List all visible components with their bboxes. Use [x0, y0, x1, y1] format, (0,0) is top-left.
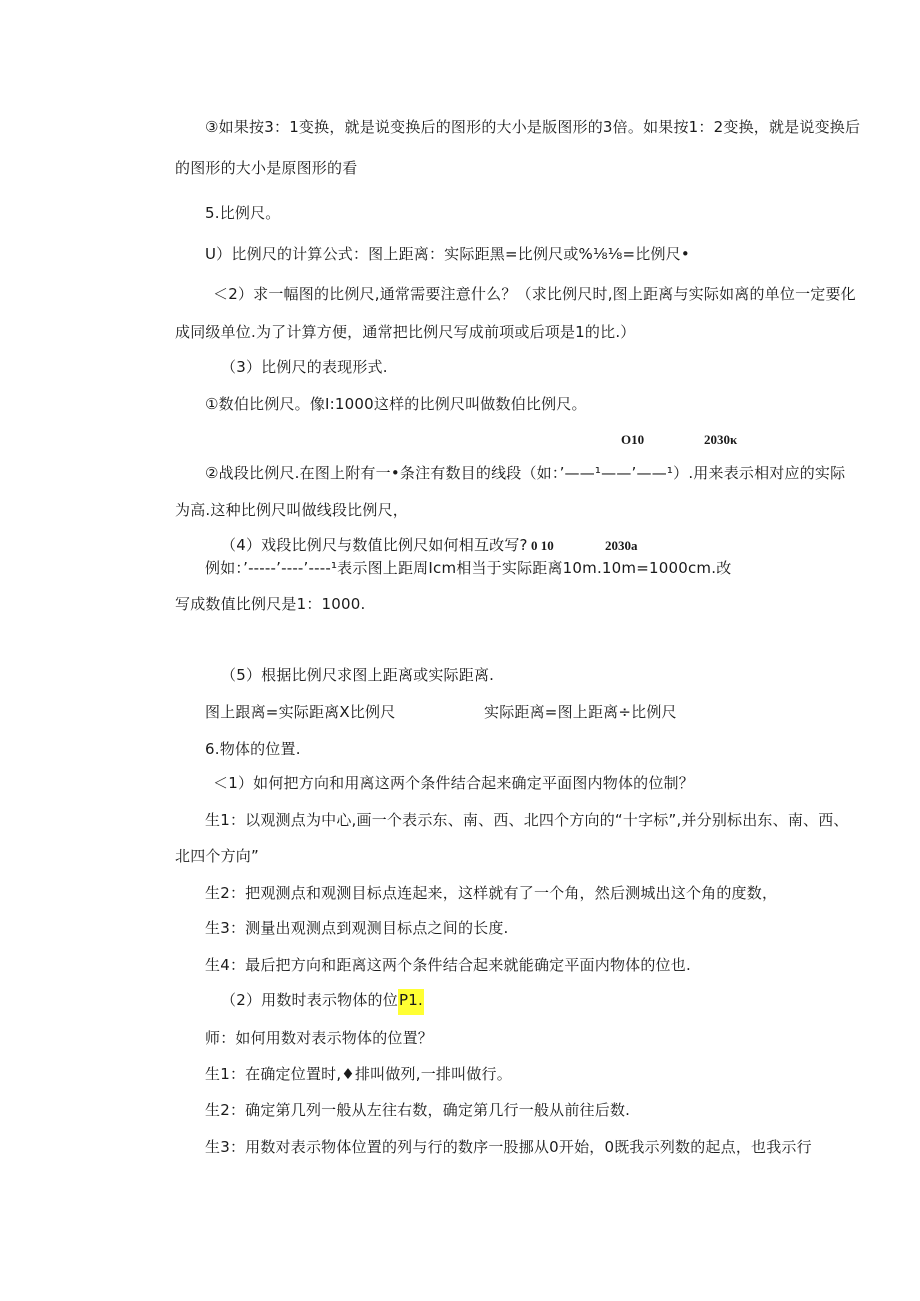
- subheading-scale-forms: （3）比例尺的表现形式.: [221, 358, 388, 376]
- scale-formula: U）比例尺的计算公式：图上距离：实际距黑=比例尺或%⅛⅛=比例尺•: [205, 245, 690, 263]
- teacher-question: 师：如何用数对表示物体的位置？: [205, 1029, 434, 1047]
- para-scale-notes: ＜2）求一幅图的比例尺,通常需要注意什么？（求比例尺时,图上距离与实际如离的单位一定要化: [213, 285, 856, 303]
- subheading-number-pair: [221, 990, 424, 1010]
- subheading-find-distance: （5）根据比例尺求图上距离或实际距离.: [221, 666, 495, 684]
- student-2-answer: 生2：把观测点和观测目标点连起来，这样就有了一个角，然后测城出这个角的度数，: [205, 884, 778, 902]
- student-4-answer: 生4：最后把方向和距离这两个条件结合起来就能确定平面内物体的位也.: [205, 956, 691, 974]
- para-transform-ratio: ③如果按3：1变换，就是说变换后的图形的大小是版图形的3倍。如果按1：2变换，就是说变换后: [205, 118, 861, 136]
- scale-label-010b: 0 10: [531, 538, 554, 553]
- scale-label-2030: 2030κ: [704, 432, 738, 447]
- line-scale-desc: ②战段比例尺.在图上附有一•条注有数目的线段（如：’——¹——’——¹）.用来表示相对应的实际: [205, 464, 846, 482]
- formula-map-distance: 图上跟离=实际距离X比例尺: [205, 703, 396, 721]
- student-1-answer-cont: 北四个方向”: [175, 847, 259, 865]
- para-transform-ratio-cont: 的图形的大小是原图形的看: [175, 159, 358, 177]
- section-heading-position: 6.物体的位置.: [205, 740, 301, 758]
- student-3-number-pair: 生3：用数对表示物体位置的列与行的数序一股挪从0开始，0既我示列数的起点，也我示行: [205, 1138, 812, 1156]
- subheading-number-pair-text: （2）用数时表示物体的位: [221, 991, 398, 1009]
- scale-label-010: O10: [621, 432, 645, 447]
- formula-actual-distance: 实际距离=图上距离÷比例尺: [484, 703, 677, 721]
- line-scale-desc-cont: 为高.这种比例尺叫做线段比例尺，: [175, 501, 408, 519]
- example-line-cont: 写成数值比例尺是1：1000.: [175, 595, 366, 613]
- student-2-number-pair: 生2：确定第几列一般从左往右数，确定第几行一般从前往后数.: [205, 1101, 631, 1119]
- para-scale-notes-cont: 成同级单位.为了计算方便，通常把比例尺写成前项或后项是1的比.）: [175, 323, 636, 341]
- example-line: 例如：’-----’----’----¹表示图上距周Icm相当于实际距离10m.10m=1000cm.改: [205, 559, 732, 577]
- numeric-scale-desc: ①数伯比例尺。像I:1000这样的比例尺叫做数伯比例尺。: [205, 395, 587, 413]
- section-heading-scale: 5.比例尺。: [205, 204, 281, 222]
- student-3-answer: 生3：测量出观测点到观测目标点之间的长度.: [205, 919, 509, 937]
- student-1-answer: 生1：以观测点为中心,画一个表示东、南、西、北四个方向的“十字标”,并分别标出东、南、西、: [205, 811, 849, 829]
- scale-label-2030b: 2030a: [605, 538, 638, 553]
- highlighted-text: P1.: [398, 989, 424, 1015]
- question-direction-distance: ＜1）如何把方向和用离这两个条件结合起来确定平面图内物体的位制？: [213, 774, 694, 792]
- student-1-number-pair: 生1：在确定位置时,♦排叫做列,一排叫做行。: [205, 1065, 512, 1083]
- subheading-scale-convert: （4）戏段比例尺与数值比例尺如何相互改写?: [221, 536, 528, 554]
